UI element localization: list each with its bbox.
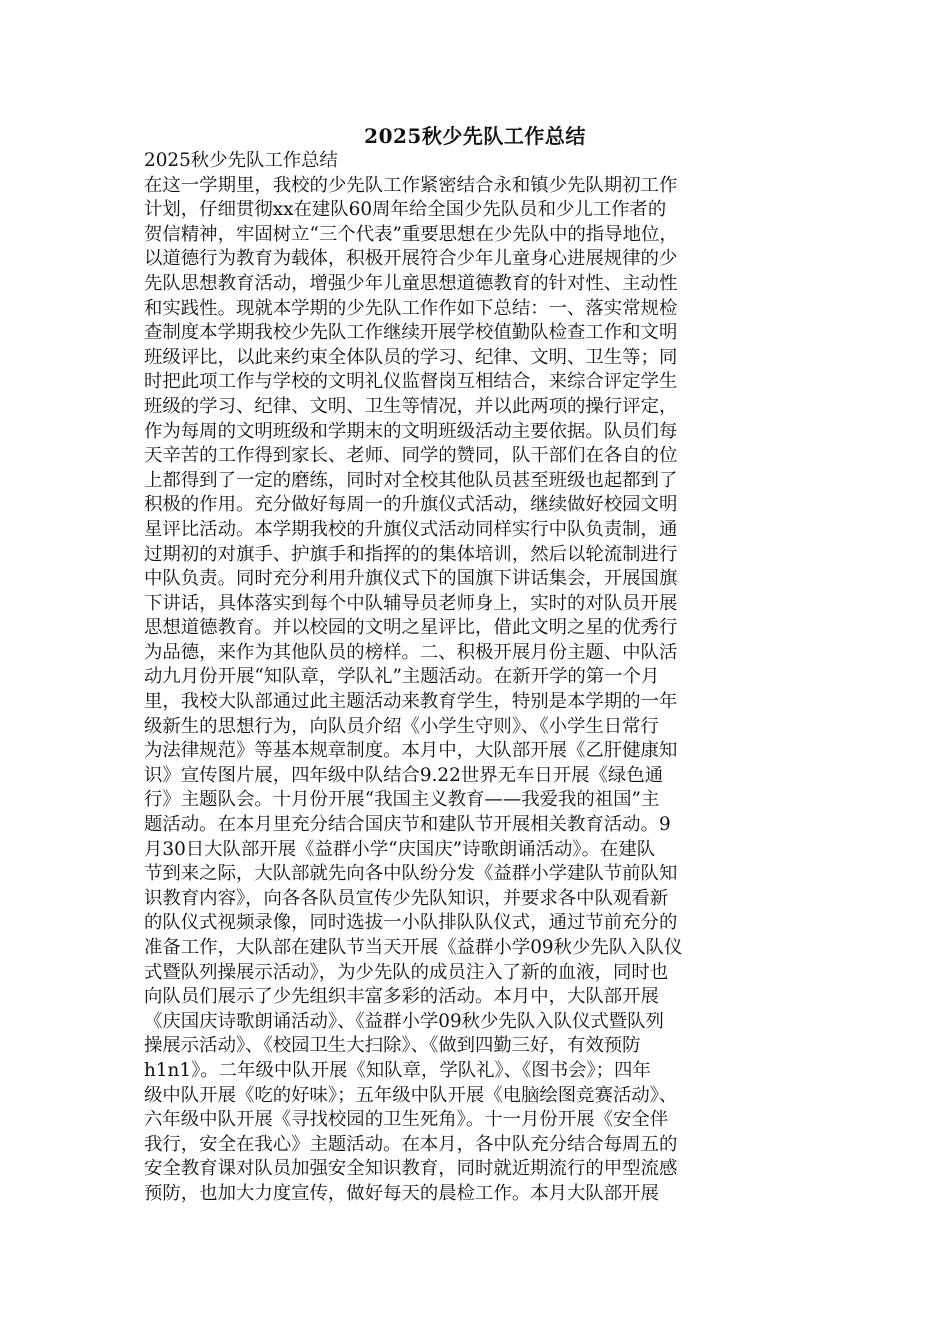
paragraph-line: 动九月份开展“知队章，学队礼”主题活动。在新开学的第一个月 — [144, 666, 660, 688]
paragraph-line: 在这一学期里，我校的少先队工作紧密结合永和镇少先队期初工作 — [144, 174, 678, 196]
paragraph-line: 为法律规范》等基本规章制度。本月中，大队部开展《乙肝健康知 — [144, 740, 678, 762]
paragraph-line: 我行，安全在我心》主题活动。在本月，各中队充分结合每周五的 — [144, 1133, 678, 1155]
paragraph-line: 班级评比，以此来约束全体队员的学习、纪律、文明、卫生等；同 — [144, 346, 678, 368]
paragraph-line: 的队仪式视频录像，同时选拔一小队排队队仪式，通过节前充分的 — [144, 912, 678, 934]
paragraph-line: 中队负责。同时充分利用升旗仪式下的国旗下讲话集会，开展国旗 — [144, 568, 678, 590]
document-subtitle: 2025秋少先队工作总结 — [144, 150, 338, 171]
paragraph-line: 行》主题队会。十月份开展“我国主义教育——我爱我的祖国”主 — [144, 789, 660, 811]
paragraph-line: 安全教育课对队员加强安全知识教育，同时就近期流行的甲型流感 — [144, 1158, 678, 1180]
paragraph-line: 月30日大队部开展《益群小学“庆国庆”诗歌朗诵活动》。在建队 — [144, 838, 656, 860]
paragraph-line: 级中队开展《吃的好味》；五年级中队开展《电脑绘图竞赛活动》、 — [144, 1084, 678, 1106]
paragraph-line: 识教育内容》，向各各队员宣传少先队知识，并要求各中队观看新 — [144, 887, 669, 909]
paragraph-line: 贺信精神，牢固树立“三个代表”重要思想在少先队中的指导地位， — [144, 223, 678, 245]
paragraph-line: 查制度本学期我校少先队工作继续开展学校值勤队检查工作和文明 — [144, 322, 678, 344]
document-body — [144, 149, 812, 1207]
paragraph-line: 六年级中队开展《寻找校园的卫生死角》。十一月份开展《安全伴 — [144, 1109, 669, 1131]
paragraph-line: 识》宣传图片展，四年级中队结合9.22世界无车日开展《绿色通 — [144, 764, 664, 786]
paragraph-line: 操展示活动》、《校园卫生大扫除》、《做到四勤三好，有效预防 — [144, 1035, 641, 1057]
paragraph-line: 时把此项工作与学校的文明礼仪监督岗互相结合，来综合评定学生 — [144, 371, 678, 393]
paragraph-line: 和实践性。现就本学期的少先队工作作如下总结：一、落实常规检 — [144, 297, 678, 319]
document-title: 2025秋少先队工作总结 — [364, 124, 586, 148]
paragraph-line: 积极的作用。充分做好每周一的升旗仪式活动，继续做好校园文明 — [144, 494, 678, 516]
paragraph-line: 星评比活动。本学期我校的升旗仪式活动同样实行中队负责制，通 — [144, 518, 678, 540]
paragraph-line: 式暨队列操展示活动》，为少先队的成员注入了新的血液，同时也 — [144, 961, 669, 983]
paragraph-line: 题活动。在本月里充分结合国庆节和建队节开展相关教育活动。9 — [144, 814, 671, 836]
paragraph-line: 计划，仔细贯彻xx在建队60周年给全国少先队员和少儿工作者的 — [144, 199, 667, 221]
paragraph-line: 过期初的对旗手、护旗手和指挥的的集体培训，然后以轮流制进行 — [144, 543, 678, 565]
paragraph-line: h1n1》。二年级中队开展《知队章，学队礼》、《图书会》；四年 — [144, 1059, 651, 1081]
paragraph-line: 以道德行为教育为载体，积极开展符合少年儿童身心进展规律的少 — [144, 248, 678, 270]
paragraph-line: 思想道德教育。并以校园的文明之星评比，借此文明之星的优秀行 — [144, 617, 678, 639]
paragraph-line: 预防，也加大力度宣传，做好每天的晨检工作。本月大队部开展 — [144, 1182, 659, 1204]
paragraph-line: 《庆国庆诗歌朗诵活动》、《益群小学09秋少先队入队仪式暨队列 — [144, 1010, 664, 1032]
paragraph-line: 准备工作，大队部在建队节当天开展《益群小学09秋少先队入队仪 — [144, 937, 683, 958]
paragraph-line: 先队思想教育活动，增强少年儿童思想道德教育的针对性、主动性 — [144, 272, 678, 294]
paragraph-line: 班级的学习、纪律、文明、卫生等情况，并以此两项的操行评定， — [144, 395, 678, 417]
paragraph-line: 级新生的思想行为，向队员介绍《小学生守则》、《小学生日常行 — [144, 715, 659, 737]
paragraph-line: 节到来之际，大队部就先向各中队纷分发《益群小学建队节前队知 — [144, 863, 678, 885]
paragraph-line: 上都得到了一定的磨练，同时对全校其他队员甚至班级也起都到了 — [144, 469, 678, 491]
paragraph-line: 里，我校大队部通过此主题活动来教育学生，特别是本学期的一年 — [144, 691, 678, 713]
paragraph-line: 天辛苦的工作得到家长、老师、同学的赞同，队干部们在各自的位 — [144, 445, 678, 467]
paragraph-line: 向队员们展示了少先组织丰富多彩的活动。本月中，大队部开展 — [144, 986, 659, 1008]
paragraph-line: 作为每周的文明班级和学期末的文明班级活动主要依据。队员们每 — [144, 420, 678, 442]
paragraph-line: 为品德，来作为其他队员的榜样。二、积极开展月份主题、中队活 — [144, 641, 678, 663]
paragraph-line: 下讲话，具体落实到每个中队辅导员老师身上，实时的对队员开展 — [144, 592, 678, 614]
